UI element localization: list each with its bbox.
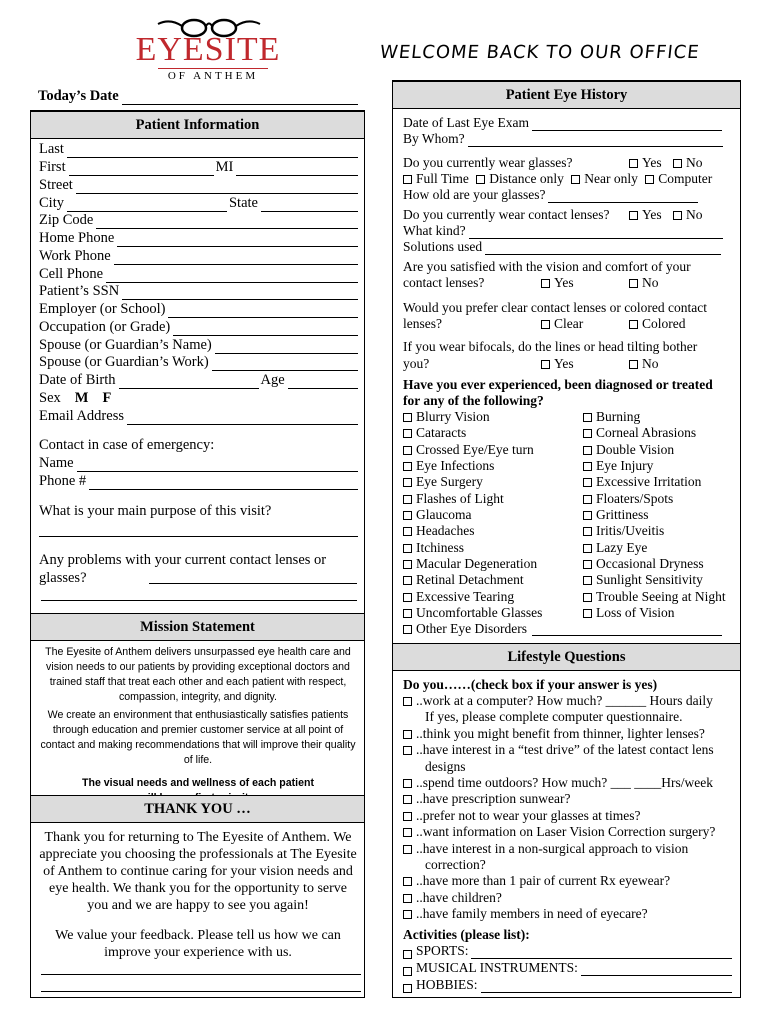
condition-label: Blurry Vision (416, 409, 490, 424)
condition-checkbox[interactable] (403, 429, 412, 438)
condition-item (583, 458, 741, 474)
lifestyle-questions-header: Lifestyle Questions (393, 643, 740, 671)
lifestyle-checkbox[interactable] (403, 795, 412, 804)
eye-history-header: Patient Eye History (393, 81, 740, 109)
lifestyle-checkbox[interactable] (403, 877, 412, 886)
condition-item (583, 572, 741, 588)
condition-item (403, 507, 583, 523)
condition-item (583, 474, 741, 490)
sports-checkbox[interactable] (403, 950, 412, 959)
conditions-right-list (583, 409, 741, 621)
condition-checkbox[interactable] (403, 413, 412, 422)
condition-label: Iritis/Uveitis (596, 523, 665, 539)
condition-item (403, 572, 583, 588)
condition-checkbox[interactable] (403, 511, 412, 520)
prefer-question-line2: lenses? (403, 316, 442, 331)
lifestyle-item (403, 759, 739, 775)
contacts-yes-checkbox[interactable] (629, 211, 638, 220)
condition-checkbox[interactable] (583, 511, 592, 520)
contacts-no-checkbox[interactable] (673, 211, 682, 220)
bifocals-yes-label: Yes (554, 356, 574, 371)
condition-checkbox[interactable] (403, 527, 412, 536)
solutions-label: Solutions used (403, 239, 483, 254)
lifestyle-text: ..have more than 1 pair of current Rx eyewear? (416, 873, 671, 889)
mission-paragraph-1: The Eyesite of Anthem delivers unsurpassed eye health care and vision needs to our patients by providing exceptional doctors and trained staff that treat each other and each patient with respect, compassion, integrity, and dignity. (45, 646, 351, 703)
satisfied-no-label: No (642, 275, 659, 290)
contacts-yes-label: Yes (642, 207, 662, 222)
patient-eye-history-section (392, 80, 741, 998)
condition-item (583, 491, 741, 507)
mi-label: MI (215, 159, 234, 175)
lifestyle-item (403, 808, 739, 824)
lifestyle-item (403, 873, 739, 889)
problems-field-1[interactable] (149, 570, 357, 584)
condition-checkbox[interactable] (403, 478, 412, 487)
lifestyle-item (403, 693, 739, 709)
work-phone-field[interactable] (114, 251, 358, 265)
condition-item (403, 523, 583, 539)
feedback-paragraph: We value your feedback. Please tell us how we can improve your experience with us. (55, 928, 341, 960)
condition-label: Excessive Irritation (596, 474, 702, 490)
lifestyle-item (403, 906, 739, 922)
condition-label: Cataracts (416, 425, 467, 441)
condition-item (583, 409, 741, 425)
condition-label: Excessive Tearing (416, 588, 515, 604)
employer-label: Employer (or School) (39, 301, 166, 317)
by-whom-field[interactable] (468, 133, 723, 147)
thank-you-paragraph: Thank you for returning to The Eyesite of Anthem. We appreciate you choosing the professionals at The Eyesite of Anthem to continue caring for your vision needs and eye health. We thank you for the opportunity to serve you and we are happy to see you again! (39, 830, 357, 913)
condition-label: Eye Infections (416, 458, 495, 474)
condition-item (403, 556, 583, 572)
condition-checkbox[interactable] (403, 544, 412, 553)
condition-item (583, 523, 741, 539)
sports-field[interactable] (471, 945, 732, 959)
full-time-checkbox[interactable] (403, 175, 412, 184)
condition-item (583, 605, 741, 621)
conditions-left-list (403, 409, 583, 638)
problems-field-2[interactable] (41, 587, 357, 601)
logo-subtitle: OF ANTHEM (158, 68, 268, 83)
condition-checkbox[interactable] (583, 544, 592, 553)
hobbies-label: HOBBIES: (416, 977, 478, 992)
last-label: Last (39, 141, 64, 157)
music-label: MUSICAL INSTRUMENTS: (416, 960, 578, 975)
home-phone-field[interactable] (117, 233, 358, 247)
satisfied-yes-label: Yes (554, 275, 574, 290)
satisfied-yes-checkbox[interactable] (541, 279, 550, 288)
emergency-title: Contact in case of emergency: (39, 437, 215, 453)
condition-label: Eye Surgery (416, 474, 483, 490)
condition-item (403, 589, 583, 605)
mission-statement-text (37, 645, 359, 806)
street-field[interactable] (76, 180, 358, 194)
condition-checkbox[interactable] (583, 560, 592, 569)
zip-label: Zip Code (39, 212, 94, 228)
experienced-question-line2: for any of the following? (403, 393, 544, 408)
condition-item (583, 589, 741, 605)
lifestyle-item (403, 824, 739, 840)
condition-item (403, 491, 583, 507)
age-field[interactable] (288, 375, 358, 389)
condition-label: Retinal Detachment (416, 572, 524, 588)
patient-information-section (30, 110, 365, 998)
lifestyle-text: correction? (425, 857, 486, 873)
lifestyle-item (403, 857, 739, 873)
emergency-name-field[interactable] (77, 458, 358, 472)
distance-only-label: Distance only (489, 171, 564, 186)
near-only-label: Near only (584, 171, 638, 186)
emergency-phone-label: Phone # (39, 473, 87, 489)
logo-brand: EYESITE (135, 31, 281, 68)
zip-field[interactable] (96, 215, 358, 229)
lifestyle-text: ..have prescription sunwear? (416, 791, 571, 807)
condition-checkbox[interactable] (583, 446, 592, 455)
condition-checkbox[interactable] (583, 495, 592, 504)
lifestyle-text: ..have children? (416, 889, 502, 905)
glasses-age-field[interactable] (548, 189, 698, 203)
lifestyle-item (403, 841, 739, 857)
condition-label: Double Vision (596, 441, 675, 457)
lifestyle-checkbox[interactable] (403, 828, 412, 837)
condition-label: Occasional Dryness (596, 556, 704, 572)
condition-item (403, 474, 583, 490)
condition-label: Corneal Abrasions (596, 425, 697, 441)
solutions-field[interactable] (485, 241, 721, 255)
condition-label: Burning (596, 409, 641, 424)
condition-checkbox[interactable] (583, 527, 592, 536)
work-phone-label: Work Phone (39, 248, 111, 264)
contact-kind-field[interactable] (469, 225, 723, 239)
condition-checkbox[interactable] (403, 593, 412, 602)
condition-label: Glaucoma (416, 507, 472, 523)
prefer-question-line1: Would you prefer clear contact lenses or colored contact (403, 300, 708, 315)
mi-field[interactable] (236, 162, 358, 176)
todays-date-label: Today’s Date (38, 88, 119, 104)
mission-statement-header: Mission Statement (31, 613, 364, 641)
lifestyle-text: designs (425, 758, 466, 774)
condition-label: Uncomfortable Glasses (416, 605, 543, 621)
condition-label: Grittiness (596, 507, 649, 523)
bifocals-no-checkbox[interactable] (629, 360, 638, 369)
condition-label: Floaters/Spots (596, 490, 674, 506)
lifestyle-text: ..have interest in a “test drive” of the latest contact lens (416, 742, 714, 758)
todays-date-field[interactable] (122, 91, 358, 105)
lifestyle-text: ..think you might benefit from thinner, lighter lenses? (416, 725, 705, 741)
purpose-question: What is your main purpose of this visit? (39, 503, 272, 519)
emergency-name-label: Name (39, 455, 74, 471)
condition-item (583, 507, 741, 523)
sex-f-option[interactable]: F (102, 390, 112, 406)
lifestyle-text: ..work at a computer? How much? ______ Hours daily (416, 693, 713, 708)
age-label: Age (260, 372, 285, 388)
experienced-question-line1: Have you ever experienced, been diagnosed or treated (403, 377, 713, 392)
near-only-checkbox[interactable] (571, 175, 580, 184)
lifestyle-checkbox[interactable] (403, 779, 412, 788)
emergency-phone-field[interactable] (89, 476, 358, 490)
hobbies-field[interactable] (481, 979, 732, 993)
spouse-name-field[interactable] (215, 340, 358, 354)
colored-label: Colored (642, 316, 686, 331)
lifestyle-checkbox[interactable] (403, 894, 412, 903)
first-name-field[interactable] (69, 162, 214, 176)
sex-label: Sex (39, 390, 61, 406)
condition-item (403, 442, 583, 458)
condition-item (403, 458, 583, 474)
cell-phone-field[interactable] (106, 269, 358, 283)
lifestyle-checkbox[interactable] (403, 697, 412, 706)
wear-glasses-question: Do you currently wear glasses? (403, 155, 573, 170)
glasses-no-label: No (686, 155, 703, 170)
lifestyle-checkbox[interactable] (403, 812, 412, 821)
first-label: First (39, 159, 66, 175)
how-old-question: How old are your glasses? (403, 187, 546, 202)
sports-label: SPORTS: (416, 943, 469, 958)
sex-m-option[interactable]: M (74, 390, 89, 406)
feedback-field-2[interactable] (41, 978, 361, 992)
lifestyle-item (403, 890, 739, 906)
lifestyle-item (403, 726, 739, 742)
computer-label: Computer (658, 171, 713, 186)
last-exam-label: Date of Last Eye Exam (403, 115, 529, 130)
by-whom-label: By Whom? (403, 131, 465, 146)
bifocals-yes-checkbox[interactable] (541, 360, 550, 369)
colored-checkbox[interactable] (629, 320, 638, 329)
satisfied-question-line2: contact lenses? (403, 275, 485, 290)
lifestyle-text: ..prefer not to wear your glasses at times? (416, 807, 641, 823)
feedback-field-1[interactable] (41, 961, 361, 975)
wear-contacts-question: Do you currently wear contact lenses? (403, 207, 610, 222)
lifestyle-checkbox[interactable] (403, 746, 412, 755)
lifestyle-text: ..have interest in a non-surgical approach to vision (416, 840, 689, 856)
ssn-label: Patient’s SSN (39, 283, 120, 299)
state-label: State (228, 195, 258, 211)
lifestyle-item (403, 709, 739, 725)
condition-checkbox[interactable] (583, 462, 592, 471)
condition-checkbox[interactable] (583, 429, 592, 438)
music-field[interactable] (581, 962, 732, 976)
activities-label: Activities (please list): (403, 927, 530, 942)
hobbies-checkbox[interactable] (403, 984, 412, 993)
lifestyle-text: ..want information on Laser Vision Correction surgery? (416, 824, 716, 840)
clear-checkbox[interactable] (541, 320, 550, 329)
condition-checkbox[interactable] (403, 576, 412, 585)
lifestyle-list (403, 693, 739, 923)
condition-item (583, 425, 741, 441)
problems-question: Any problems with your current contact lenses or glasses? (39, 552, 327, 586)
condition-checkbox[interactable] (583, 609, 592, 618)
condition-label: Sunlight Sensitivity (596, 572, 703, 588)
thank-you-header: THANK YOU … (31, 795, 364, 823)
clear-label: Clear (554, 316, 584, 331)
condition-item (403, 409, 583, 425)
lifestyle-item (403, 742, 739, 758)
condition-item (403, 605, 583, 621)
full-time-label: Full Time (416, 171, 469, 186)
glasses-yes-checkbox[interactable] (629, 159, 638, 168)
computer-checkbox[interactable] (645, 175, 654, 184)
email-field[interactable] (127, 411, 358, 425)
patient-info-header: Patient Information (31, 111, 364, 139)
dob-label: Date of Birth (39, 372, 116, 388)
dob-field[interactable] (119, 375, 259, 389)
condition-label: Trouble Seeing at Night (596, 588, 726, 604)
contacts-no-label: No (686, 207, 703, 222)
lifestyle-checkbox[interactable] (403, 910, 412, 919)
bifocals-no-label: No (642, 356, 659, 371)
condition-checkbox[interactable] (403, 625, 412, 634)
distance-only-checkbox[interactable] (476, 175, 485, 184)
condition-item (583, 442, 741, 458)
city-field[interactable] (67, 198, 227, 212)
lifestyle-text: ..have family members in need of eyecare? (416, 906, 648, 922)
page-headline: WELCOME BACK TO OUR OFFICE (378, 42, 701, 63)
condition-label: Eye Injury (596, 458, 654, 474)
bifocals-question-line1: If you wear bifocals, do the lines or head tilting bother (403, 339, 698, 354)
condition-label: Crossed Eye/Eye turn (416, 441, 534, 457)
condition-label: Other Eye Disorders (416, 621, 527, 637)
lifestyle-item (403, 791, 739, 807)
condition-item (403, 540, 583, 556)
email-label: Email Address (39, 408, 124, 424)
do-you-instructions: Do you……(check box if your answer is yes) (403, 677, 658, 692)
condition-label: Flashes of Light (416, 490, 504, 506)
occupation-field[interactable] (173, 322, 358, 336)
ssn-field[interactable] (122, 286, 358, 300)
glasses-yes-label: Yes (642, 155, 662, 170)
condition-label: Lazy Eye (596, 539, 648, 555)
condition-checkbox[interactable] (583, 576, 592, 585)
mission-paragraph-3: The visual needs and wellness of each patient (82, 777, 314, 789)
condition-checkbox[interactable] (403, 462, 412, 471)
last-name-field[interactable] (67, 144, 358, 158)
satisfied-question-line1: Are you satisfied with the vision and comfort of your (403, 259, 691, 274)
condition-checkbox[interactable] (403, 446, 412, 455)
glasses-no-checkbox[interactable] (673, 159, 682, 168)
lifestyle-item (403, 775, 739, 791)
logo (118, 12, 298, 82)
condition-checkbox[interactable] (403, 495, 412, 504)
lifestyle-text: If yes, please complete computer questionnaire. (425, 709, 683, 725)
condition-label: Headaches (416, 523, 475, 539)
spouse-work-label: Spouse (or Guardian’s Work) (39, 354, 209, 370)
music-checkbox[interactable] (403, 967, 412, 976)
home-phone-label: Home Phone (39, 230, 115, 246)
bifocals-question-line2: you? (403, 356, 430, 371)
lifestyle-text: ..spend time outdoors? How much? ___ ____Hrs/week (416, 775, 713, 791)
purpose-field[interactable] (39, 523, 358, 537)
spouse-work-field[interactable] (212, 357, 358, 371)
condition-item (583, 540, 741, 556)
cell-phone-label: Cell Phone (39, 266, 104, 282)
condition-checkbox[interactable] (583, 593, 592, 602)
employer-field[interactable] (168, 304, 358, 318)
condition-checkbox[interactable] (583, 413, 592, 422)
condition-item (583, 556, 741, 572)
other-disorders-field[interactable] (532, 622, 722, 636)
last-exam-field[interactable] (532, 117, 722, 131)
condition-label: Loss of Vision (596, 605, 675, 621)
condition-item (403, 425, 583, 441)
lifestyle-checkbox[interactable] (403, 845, 412, 854)
city-label: City (39, 195, 64, 211)
lifestyle-checkbox[interactable] (403, 730, 412, 739)
occupation-label: Occupation (or Grade) (39, 319, 171, 335)
condition-label: Macular Degeneration (416, 556, 538, 572)
street-label: Street (39, 177, 73, 193)
condition-label: Itchiness (416, 539, 464, 555)
condition-checkbox[interactable] (403, 560, 412, 569)
condition-checkbox[interactable] (583, 478, 592, 487)
mission-paragraph-2: We create an environment that enthusiastically satisfies patients through education and premier customer service at all point of contact and making recommendations that will improve their quality of life. (40, 709, 356, 766)
what-kind-label: What kind? (403, 223, 466, 238)
condition-checkbox[interactable] (403, 609, 412, 618)
spouse-name-label: Spouse (or Guardian’s Name) (39, 337, 212, 353)
satisfied-no-checkbox[interactable] (629, 279, 638, 288)
state-field[interactable] (261, 198, 358, 212)
